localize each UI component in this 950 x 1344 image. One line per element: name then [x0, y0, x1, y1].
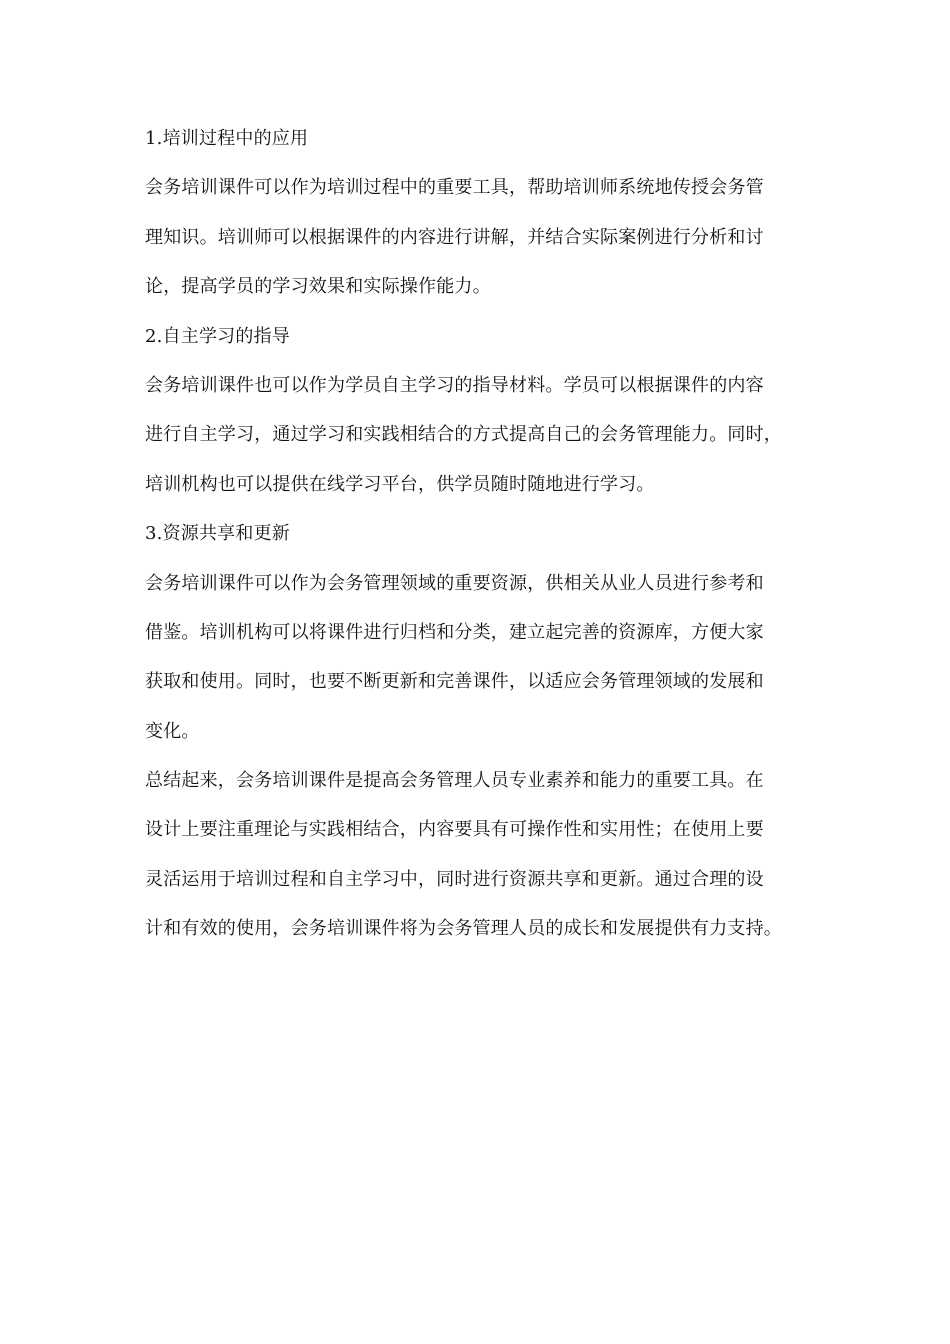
section-heading-3: 3.资源共享和更新 — [145, 523, 290, 545]
summary-line: 灵活运用于培训过程和自主学习中，同时进行资源共享和更新。通过合理的设 — [145, 868, 764, 890]
document-body — [145, 120, 825, 960]
summary-line: 总结起来，会务培训课件是提高会务管理人员专业素养和能力的重要工具。在 — [145, 770, 764, 792]
paragraph-line: 理知识。培训师可以根据课件的内容进行讲解，并结合实际案例进行分析和讨 — [145, 226, 764, 248]
paragraph-line: 培训机构也可以提供在线学习平台，供学员随时随地进行学习。 — [145, 473, 655, 495]
summary-line: 计和有效的使用，会务培训课件将为会务管理人员的成长和发展提供有力支持。 — [145, 918, 782, 940]
summary-line: 设计上要注重理论与实践相结合，内容要具有可操作性和实用性；在使用上要 — [145, 819, 764, 841]
paragraph-line: 变化。 — [145, 720, 200, 742]
paragraph-line: 进行自主学习，通过学习和实践相结合的方式提高自己的会务管理能力。同时， — [145, 424, 782, 446]
paragraph-line: 会务培训课件可以作为会务管理领域的重要资源，供相关从业人员进行参考和 — [145, 572, 764, 594]
paragraph-line: 获取和使用。同时，也要不断更新和完善课件，以适应会务管理领域的发展和 — [145, 671, 764, 693]
paragraph-line: 会务培训课件可以作为培训过程中的重要工具，帮助培训师系统地传授会务管 — [145, 177, 764, 199]
paragraph-line: 会务培训课件也可以作为学员自主学习的指导材料。学员可以根据课件的内容 — [145, 374, 764, 396]
paragraph-line: 论，提高学员的学习效果和实际操作能力。 — [145, 276, 491, 298]
paragraph-line: 借鉴。培训机构可以将课件进行归档和分类，建立起完善的资源库，方便大家 — [145, 621, 764, 643]
section-heading-1: 1.培训过程中的应用 — [145, 128, 309, 149]
section-heading-2: 2.自主学习的指导 — [145, 325, 290, 347]
